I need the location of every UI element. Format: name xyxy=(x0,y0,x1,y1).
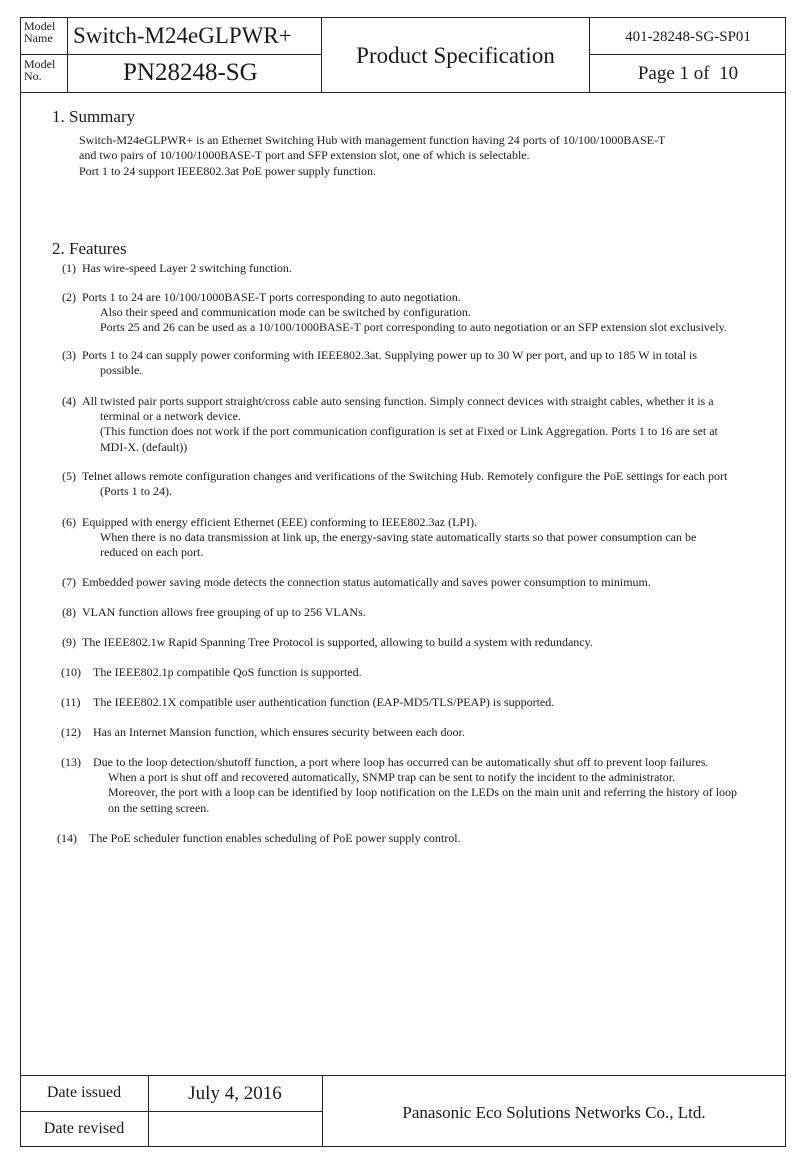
feature-number: (13) xyxy=(61,755,81,769)
doc-no-cell xyxy=(590,17,786,55)
document-footer xyxy=(20,1075,786,1147)
date-issued: July 4, 2016 xyxy=(188,1083,282,1104)
model-no-cell xyxy=(68,55,322,93)
summary-line: Port 1 to 24 support IEEE802.3at PoE power supply function. xyxy=(79,163,376,178)
feature-number: (1) xyxy=(62,261,76,275)
model-no-label: Model No. xyxy=(24,57,56,83)
feature-number: (2) xyxy=(62,290,76,304)
date-issued-label: Date issued xyxy=(46,1084,122,1101)
feature-line: Ports 1 to 24 are 10/100/1000BASE-T ports corresponding to auto negotiation. xyxy=(82,290,461,304)
summary-line: Switch-M24eGLPWR+ is an Ethernet Switching Hub with management function having 24 ports of 10/100/1000BASE-T xyxy=(79,133,666,147)
model-number: PN28248-SG xyxy=(123,59,258,86)
feature-text xyxy=(62,261,802,276)
feature-text xyxy=(62,575,802,590)
feature-number: (7) xyxy=(62,575,76,589)
feature-number: (6) xyxy=(62,515,76,529)
summary-line: and two pairs of 10/100/1000BASE-T port and SFP extension slot, one of which is selectable. xyxy=(79,148,530,163)
summary-heading: 1. Summary xyxy=(52,107,136,126)
feature-text xyxy=(62,290,802,336)
feature-line: Embedded power saving mode detects the connection status automatically and saves power consumption to minimum. xyxy=(82,575,651,589)
feature-text xyxy=(61,755,801,816)
feature-number: (4) xyxy=(62,394,76,408)
feature-line: Ports 1 to 24 can supply power conforming with IEEE802.3at. Supplying power up to 30 W per port, and up to 185 W in total is xyxy=(82,348,698,362)
model-name-label: Model Name xyxy=(24,19,56,45)
feature-line: (Ports 1 to 24). xyxy=(100,484,172,499)
feature-text xyxy=(61,725,801,740)
feature-text xyxy=(62,469,802,499)
title-cell xyxy=(322,17,590,93)
feature-text xyxy=(61,665,801,680)
feature-number: (10) xyxy=(61,665,81,679)
feature-line: Also their speed and communication mode can be switched by configuration. xyxy=(100,305,471,320)
page-cell xyxy=(590,55,786,93)
model-name: Switch-M24eGLPWR+ xyxy=(73,23,292,48)
feature-number: (5) xyxy=(62,469,76,483)
feature-number: (12) xyxy=(61,725,81,739)
feature-line: Moreover, the port with a loop can be identified by loop notification on the LEDs on the main unit and referring the history of loop xyxy=(108,785,738,800)
feature-line: reduced on each port. xyxy=(100,545,204,560)
feature-text xyxy=(57,831,797,846)
feature-line: Has wire-speed Layer 2 switching function. xyxy=(82,261,292,275)
document-number: 401-28248-SG-SP01 xyxy=(625,29,751,45)
feature-number: (9) xyxy=(62,635,76,649)
feature-line: The PoE scheduler function enables scheduling of PoE power supply control. xyxy=(89,831,461,845)
summary-text xyxy=(79,133,665,179)
document-header xyxy=(20,17,786,93)
features-heading: 2. Features xyxy=(52,239,127,258)
feature-line: The IEEE802.1p compatible QoS function is supported. xyxy=(93,665,362,679)
feature-line: When a port is shut off and recovered automatically, SNMP trap can be sent to notify the incident to the administrator. xyxy=(108,770,676,785)
feature-line: All twisted pair ports support straight/cross cable auto sensing function. Simply connect devices with straight cables, whether it is a xyxy=(82,394,714,408)
document-title: Product Specification xyxy=(356,43,555,68)
feature-line: Ports 25 and 26 can be used as a 10/100/1000BASE-T port corresponding to auto negotiation or an SFP extension slot exclusively. xyxy=(100,320,727,335)
feature-line: terminal or a network device. xyxy=(100,409,241,424)
feature-line: The IEEE802.1w Rapid Spanning Tree Protocol is supported, allowing to build a system with redundancy. xyxy=(82,635,593,649)
feature-line: Equipped with energy efficient Ethernet (EEE) conforming to IEEE802.3az (LPI). xyxy=(82,515,478,529)
model-no-label-cell xyxy=(20,55,68,93)
feature-text xyxy=(61,695,801,710)
feature-number: (11) xyxy=(61,695,81,709)
company-name: Panasonic Eco Solutions Networks Co., Ltd. xyxy=(402,1103,706,1122)
feature-number: (3) xyxy=(62,348,76,362)
feature-line: MDI-X. (default)) xyxy=(100,439,188,454)
footer-divider xyxy=(20,1075,786,1076)
model-name-label-cell xyxy=(20,17,68,55)
page-indicator: Page 1 of 10 xyxy=(637,63,739,84)
feature-text xyxy=(62,605,802,620)
feature-line: (This function does not work if the port communication configuration is set at Fixed or Link Aggregation. Ports 1 to 16 are set at xyxy=(100,424,718,439)
feature-number: (8) xyxy=(62,605,76,619)
feature-line: Has an Internet Mansion function, which ensures security between each door. xyxy=(93,725,465,739)
feature-line: Telnet allows remote configuration changes and verifications of the Switching Hub. Remotely configure the PoE settings for each port xyxy=(82,469,728,483)
feature-number: (14) xyxy=(57,831,77,845)
feature-text xyxy=(62,394,802,455)
feature-text xyxy=(62,515,802,561)
feature-text xyxy=(62,635,802,650)
feature-line: When there is no data transmission at link up, the energy-saving state automatically starts so that power consumption can be xyxy=(100,530,697,545)
date-revised-label: Date revised xyxy=(43,1120,125,1137)
feature-text xyxy=(62,348,802,378)
footer-row-divider xyxy=(20,1111,322,1112)
feature-line: on the setting screen. xyxy=(108,800,210,815)
feature-line: possible. xyxy=(100,363,143,378)
feature-line: VLAN function allows free grouping of up to 256 VLANs. xyxy=(82,605,366,619)
feature-line: Due to the loop detection/shutoff function, a port where loop has occurred can be automatically shut off to prevent loop failures. xyxy=(93,755,709,769)
model-name-cell xyxy=(68,17,322,55)
feature-line: The IEEE802.1X compatible user authentication function (EAP-MD5/TLS/PEAP) is supported. xyxy=(93,695,555,709)
